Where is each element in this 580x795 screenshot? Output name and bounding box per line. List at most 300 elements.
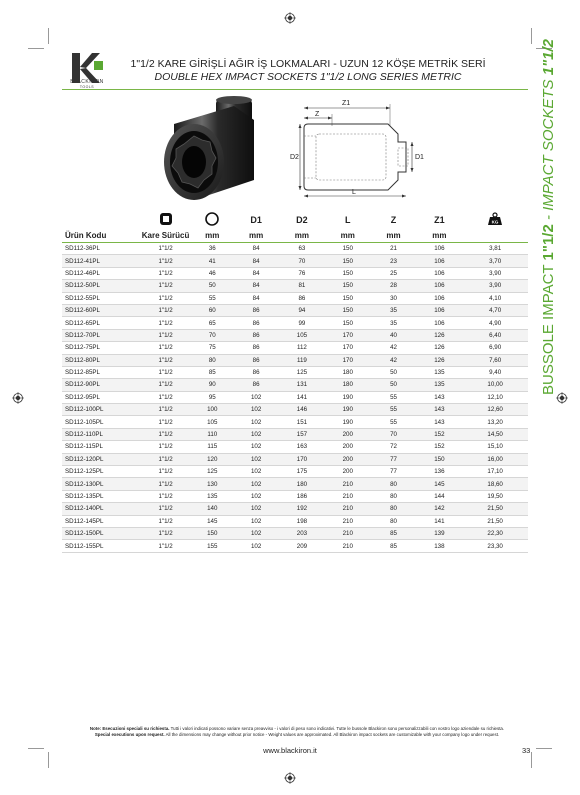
table-cell: 106 — [416, 267, 462, 279]
table-cell: 1"1/2 — [140, 329, 192, 341]
table-cell: 112 — [279, 342, 325, 354]
table-cell: 80 — [371, 478, 417, 490]
table-cell: 50 — [371, 366, 417, 378]
table-cell: 75 — [191, 342, 233, 354]
table-cell: 23 — [371, 255, 417, 267]
label-l: L — [352, 189, 356, 196]
table-cell: 77 — [371, 466, 417, 478]
table-cell: 102 — [233, 404, 279, 416]
header-unit: mm — [325, 228, 371, 243]
table-row — [62, 466, 528, 478]
table-cell: 55 — [191, 292, 233, 304]
table-cell: 125 — [191, 466, 233, 478]
table-cell: 170 — [325, 329, 371, 341]
product-code-cell: SD112-80PL — [62, 354, 140, 366]
table-cell: 210 — [325, 515, 371, 527]
table-cell: 86 — [233, 317, 279, 329]
product-code-cell: SD112-125PL — [62, 466, 140, 478]
label-z1: Z1 — [342, 100, 351, 107]
table-cell: 175 — [279, 466, 325, 478]
table-cell: 180 — [279, 478, 325, 490]
product-code-cell: SD112-145PL — [62, 515, 140, 527]
header-product-code: Ürün Kodu — [62, 228, 140, 243]
table-cell: 152 — [416, 441, 462, 453]
table-cell: 81 — [279, 280, 325, 292]
note-line1: Tutti i valori indicati possono variare senza preavviso - i valori di peso sono indicativi. Tutte le bussole Blackiron sono personalizzabili con vostro logo aziendale su richiesta. — [169, 726, 505, 731]
table-cell: 190 — [325, 391, 371, 403]
table-cell: 1"1/2 — [140, 478, 192, 490]
table-cell: 90 — [191, 379, 233, 391]
table-row — [62, 453, 528, 465]
table-cell: 42 — [371, 342, 417, 354]
square-drive-icon — [159, 212, 173, 226]
table-cell: 1"1/2 — [140, 317, 192, 329]
table-cell: 1"1/2 — [140, 243, 192, 255]
header-unit: mm — [191, 228, 233, 243]
table-cell: 102 — [233, 478, 279, 490]
header-unit: mm — [279, 228, 325, 243]
brand-name-text: BLACKIRON — [70, 79, 104, 85]
table-cell: 106 — [416, 292, 462, 304]
product-code-cell: SD112-65PL — [62, 317, 140, 329]
table-cell: 135 — [191, 490, 233, 502]
table-cell: 12,10 — [462, 391, 528, 403]
table-cell: 141 — [416, 515, 462, 527]
table-cell: 1"1/2 — [140, 503, 192, 515]
table-cell: 125 — [279, 366, 325, 378]
registration-mark-icon — [556, 392, 568, 404]
table-cell: 21,50 — [462, 515, 528, 527]
page-title-tr: 1"1/2 KARE GİRİŞLİ AĞIR İŞ LOKMALARI - UZUN 12 KÖŞE METRİK SERİ — [130, 58, 486, 70]
table-cell: 7,60 — [462, 354, 528, 366]
header-square-drive: Kare Sürücü — [140, 228, 192, 243]
table-cell: 200 — [325, 441, 371, 453]
table-cell: 80 — [371, 503, 417, 515]
table-cell: 1"1/2 — [140, 404, 192, 416]
table-cell: 151 — [279, 416, 325, 428]
header-unit: mm — [416, 228, 462, 243]
table-cell: 150 — [325, 317, 371, 329]
table-cell: 119 — [279, 354, 325, 366]
table-cell: 1"1/2 — [140, 515, 192, 527]
table-row — [62, 540, 528, 552]
table-cell: 106 — [416, 255, 462, 267]
table-cell: 17,10 — [462, 466, 528, 478]
table-cell: 155 — [191, 540, 233, 552]
table-cell: 86 — [279, 292, 325, 304]
table-header-labels — [62, 228, 528, 243]
table-row — [62, 503, 528, 515]
table-cell: 143 — [416, 416, 462, 428]
crop-mark — [531, 28, 532, 44]
table-cell: 1"1/2 — [140, 280, 192, 292]
table-cell: 1"1/2 — [140, 391, 192, 403]
table-cell: 1"1/2 — [140, 441, 192, 453]
table-cell: 41 — [191, 255, 233, 267]
product-code-cell: SD112-50PL — [62, 280, 140, 292]
note-label: Note: — [89, 726, 102, 731]
table-cell: 143 — [416, 391, 462, 403]
table-row — [62, 354, 528, 366]
registration-mark-icon — [284, 12, 296, 24]
table-cell: 22,30 — [462, 527, 528, 539]
table-row — [62, 292, 528, 304]
table-cell: 115 — [191, 441, 233, 453]
header-unit: mm — [371, 228, 417, 243]
crop-mark — [48, 28, 49, 44]
table-cell: 1"1/2 — [140, 366, 192, 378]
website-link[interactable]: www.blackiron.it — [263, 746, 317, 755]
table-cell: 135 — [416, 366, 462, 378]
table-cell: 86 — [233, 304, 279, 316]
table-cell: 102 — [233, 453, 279, 465]
product-code-cell: SD112-105PL — [62, 416, 140, 428]
table-cell: 100 — [191, 404, 233, 416]
table-cell: 40 — [371, 329, 417, 341]
table-cell: 150 — [325, 292, 371, 304]
table-cell: 9,40 — [462, 366, 528, 378]
table-row — [62, 404, 528, 416]
footer-note — [62, 726, 532, 738]
table-cell: 95 — [191, 391, 233, 403]
table-cell: 94 — [279, 304, 325, 316]
table-row — [62, 416, 528, 428]
table-cell: 1"1/2 — [140, 304, 192, 316]
table-cell: 102 — [233, 540, 279, 552]
table-cell: 3,90 — [462, 267, 528, 279]
table-cell: 110 — [191, 428, 233, 440]
table-cell: 6,90 — [462, 342, 528, 354]
table-cell: 150 — [325, 304, 371, 316]
header-d2: D2 — [296, 215, 308, 225]
table-cell: 180 — [325, 379, 371, 391]
table-cell: 46 — [191, 267, 233, 279]
table-cell: 120 — [191, 453, 233, 465]
table-cell: 84 — [233, 292, 279, 304]
product-code-cell: SD112-46PL — [62, 267, 140, 279]
table-cell: 150 — [325, 255, 371, 267]
table-cell: 106 — [416, 304, 462, 316]
side-title-part: 1"1/2 — [540, 224, 557, 261]
table-row — [62, 478, 528, 490]
table-cell: 140 — [191, 503, 233, 515]
table-cell: 145 — [191, 515, 233, 527]
table-cell: 3,81 — [462, 243, 528, 255]
table-cell: 105 — [279, 329, 325, 341]
table-row — [62, 515, 528, 527]
table-row — [62, 366, 528, 378]
impact-socket-image — [150, 96, 270, 206]
weight-badge-text: KG — [491, 219, 499, 225]
product-code-cell: SD112-55PL — [62, 292, 140, 304]
label-d2: D2 — [290, 154, 299, 161]
table-cell: 106 — [416, 243, 462, 255]
table-cell: 1"1/2 — [140, 354, 192, 366]
table-cell: 126 — [416, 342, 462, 354]
table-cell: 130 — [191, 478, 233, 490]
table-cell: 102 — [233, 503, 279, 515]
table-cell: 170 — [325, 354, 371, 366]
table-cell: 12,60 — [462, 404, 528, 416]
table-cell: 21,50 — [462, 503, 528, 515]
table-cell: 72 — [371, 441, 417, 453]
table-row — [62, 243, 528, 255]
table-cell: 150 — [325, 243, 371, 255]
table-cell: 1"1/2 — [140, 466, 192, 478]
table-cell: 1"1/2 — [140, 342, 192, 354]
table-cell: 77 — [371, 453, 417, 465]
note-line2-bold: Special executions upon request. — [94, 732, 165, 737]
table-cell: 146 — [279, 404, 325, 416]
table-cell: 1"1/2 — [140, 540, 192, 552]
table-cell: 84 — [233, 243, 279, 255]
table-cell: 65 — [191, 317, 233, 329]
table-cell: 15,10 — [462, 441, 528, 453]
product-code-cell: SD112-135PL — [62, 490, 140, 502]
table-cell: 70 — [371, 428, 417, 440]
table-row — [62, 490, 528, 502]
table-cell: 186 — [279, 490, 325, 502]
table-cell: 163 — [279, 441, 325, 453]
table-cell: 126 — [416, 329, 462, 341]
side-title-part: BUSSOLE IMPACT — [540, 260, 557, 395]
table-cell: 102 — [233, 441, 279, 453]
table-cell: 126 — [416, 354, 462, 366]
product-code-cell: SD112-60PL — [62, 304, 140, 316]
table-row — [62, 304, 528, 316]
table-row — [62, 342, 528, 354]
table-cell: 85 — [191, 366, 233, 378]
table-cell: 203 — [279, 527, 325, 539]
registration-mark-icon — [284, 772, 296, 784]
table-cell: 180 — [325, 366, 371, 378]
table-cell: 84 — [233, 280, 279, 292]
table-cell: 35 — [371, 317, 417, 329]
table-cell: 102 — [233, 391, 279, 403]
table-cell: 1"1/2 — [140, 428, 192, 440]
table-cell: 84 — [233, 255, 279, 267]
table-cell: 102 — [233, 515, 279, 527]
table-cell: 138 — [416, 540, 462, 552]
table-cell: 16,00 — [462, 453, 528, 465]
product-code-cell: SD112-36PL — [62, 243, 140, 255]
crop-mark — [531, 752, 532, 768]
table-cell: 85 — [371, 527, 417, 539]
table-row — [62, 255, 528, 267]
dimension-diagram — [290, 96, 440, 201]
table-cell: 1"1/2 — [140, 379, 192, 391]
crop-mark — [28, 48, 44, 49]
label-z: Z — [315, 111, 320, 118]
table-cell: 1"1/2 — [140, 292, 192, 304]
table-cell: 150 — [191, 527, 233, 539]
product-code-cell: SD112-120PL — [62, 453, 140, 465]
table-cell: 25 — [371, 267, 417, 279]
table-cell: 1"1/2 — [140, 416, 192, 428]
table-row — [62, 329, 528, 341]
table-cell: 106 — [416, 280, 462, 292]
table-cell: 210 — [325, 527, 371, 539]
socket-spec-table — [62, 212, 528, 553]
crop-mark — [536, 748, 552, 749]
table-cell: 14,50 — [462, 428, 528, 440]
table-cell: 55 — [371, 404, 417, 416]
table-cell: 18,60 — [462, 478, 528, 490]
table-cell: 99 — [279, 317, 325, 329]
header-d1: D1 — [250, 215, 262, 225]
table-cell: 102 — [233, 416, 279, 428]
table-cell: 86 — [233, 329, 279, 341]
weight-icon — [487, 212, 503, 226]
table-cell: 42 — [371, 354, 417, 366]
table-cell: 102 — [233, 527, 279, 539]
table-cell: 1"1/2 — [140, 255, 192, 267]
registration-mark-icon — [12, 392, 24, 404]
table-cell: 50 — [371, 379, 417, 391]
table-cell: 28 — [371, 280, 417, 292]
table-cell: 4,70 — [462, 304, 528, 316]
product-code-cell: SD112-150PL — [62, 527, 140, 539]
table-cell: 136 — [416, 466, 462, 478]
product-code-cell: SD112-155PL — [62, 540, 140, 552]
table-cell: 36 — [191, 243, 233, 255]
brand-name — [64, 79, 110, 89]
table-cell: 19,50 — [462, 490, 528, 502]
table-row — [62, 428, 528, 440]
header-unit: mm — [233, 228, 279, 243]
table-cell: 50 — [191, 280, 233, 292]
table-cell: 145 — [416, 478, 462, 490]
note-line2: All the dimensions may change without prior notice - Weight values are approximated. All Blackiron impact sockets are customizable with your company logo under request. — [164, 732, 500, 737]
table-cell: 200 — [325, 453, 371, 465]
table-row — [62, 527, 528, 539]
table-cell: 210 — [325, 540, 371, 552]
note-line1-bold: Esecuzioni speciali su richiesta. — [102, 726, 170, 731]
table-cell: 150 — [416, 453, 462, 465]
table-cell: 6,40 — [462, 329, 528, 341]
table-cell: 84 — [233, 267, 279, 279]
table-cell: 209 — [279, 540, 325, 552]
product-code-cell: SD112-115PL — [62, 441, 140, 453]
table-cell: 210 — [325, 478, 371, 490]
table-cell: 210 — [325, 490, 371, 502]
table-cell: 192 — [279, 503, 325, 515]
table-cell: 142 — [416, 503, 462, 515]
table-cell: 143 — [416, 404, 462, 416]
label-d1: D1 — [415, 154, 424, 161]
product-code-cell: SD112-110PL — [62, 428, 140, 440]
table-cell: 106 — [416, 317, 462, 329]
table-cell: 170 — [325, 342, 371, 354]
table-cell: 13,20 — [462, 416, 528, 428]
product-code-cell: SD112-75PL — [62, 342, 140, 354]
header-divider — [62, 89, 528, 90]
table-cell: 55 — [371, 416, 417, 428]
table-cell: 80 — [371, 515, 417, 527]
table-row — [62, 280, 528, 292]
table-cell: 10,00 — [462, 379, 528, 391]
page-title-en: DOUBLE HEX IMPACT SOCKETS 1"1/2 LONG SERIES METRIC — [154, 71, 462, 83]
table-cell: 198 — [279, 515, 325, 527]
product-code-cell: SD112-90PL — [62, 379, 140, 391]
table-row — [62, 267, 528, 279]
table-cell: 135 — [416, 379, 462, 391]
table-cell: 139 — [416, 527, 462, 539]
table-cell: 86 — [233, 342, 279, 354]
table-cell: 102 — [233, 428, 279, 440]
table-cell: 157 — [279, 428, 325, 440]
table-row — [62, 379, 528, 391]
table-cell: 210 — [325, 503, 371, 515]
crop-mark — [28, 748, 44, 749]
table-cell: 1"1/2 — [140, 490, 192, 502]
table-cell: 63 — [279, 243, 325, 255]
table-cell: 70 — [279, 255, 325, 267]
table-cell: 170 — [279, 453, 325, 465]
table-cell: 21 — [371, 243, 417, 255]
table-cell: 1"1/2 — [140, 267, 192, 279]
table-cell: 86 — [233, 354, 279, 366]
table-cell: 200 — [325, 466, 371, 478]
table-cell: 4,10 — [462, 292, 528, 304]
hex-size-icon — [205, 212, 219, 226]
table-cell: 150 — [325, 267, 371, 279]
table-cell: 190 — [325, 416, 371, 428]
product-code-cell: SD112-70PL — [62, 329, 140, 341]
crop-mark — [48, 752, 49, 768]
table-row — [62, 391, 528, 403]
table-cell: 35 — [371, 304, 417, 316]
table-header-icons — [62, 212, 528, 228]
product-code-cell: SD112-41PL — [62, 255, 140, 267]
table-cell: 4,90 — [462, 317, 528, 329]
table-cell: 70 — [191, 329, 233, 341]
side-title-part: 1"1/2 — [540, 38, 557, 76]
table-cell: 150 — [325, 280, 371, 292]
header-z: Z — [390, 215, 397, 225]
table-cell: 105 — [191, 416, 233, 428]
product-code-cell: SD112-100PL — [62, 404, 140, 416]
header-l: L — [344, 215, 351, 225]
table-cell: 23,30 — [462, 540, 528, 552]
table-cell: 3,70 — [462, 255, 528, 267]
table-cell: 102 — [233, 490, 279, 502]
table-cell: 102 — [233, 466, 279, 478]
table-cell: 152 — [416, 428, 462, 440]
table-cell: 80 — [191, 354, 233, 366]
table-cell: 131 — [279, 379, 325, 391]
table-cell: 86 — [233, 366, 279, 378]
product-code-cell: SD112-140PL — [62, 503, 140, 515]
table-cell: 55 — [371, 391, 417, 403]
table-row — [62, 441, 528, 453]
table-cell: 85 — [371, 540, 417, 552]
table-cell: 3,90 — [462, 280, 528, 292]
table-cell: 141 — [279, 391, 325, 403]
table-cell: 200 — [325, 428, 371, 440]
table-row — [62, 317, 528, 329]
table-cell: 144 — [416, 490, 462, 502]
table-cell: 76 — [279, 267, 325, 279]
product-code-cell: SD112-95PL — [62, 391, 140, 403]
table-cell: 80 — [371, 490, 417, 502]
table-cell: 1"1/2 — [140, 453, 192, 465]
product-code-cell: SD112-85PL — [62, 366, 140, 378]
table-cell: 86 — [233, 379, 279, 391]
table-cell: 190 — [325, 404, 371, 416]
table-cell: 60 — [191, 304, 233, 316]
table-cell: 30 — [371, 292, 417, 304]
